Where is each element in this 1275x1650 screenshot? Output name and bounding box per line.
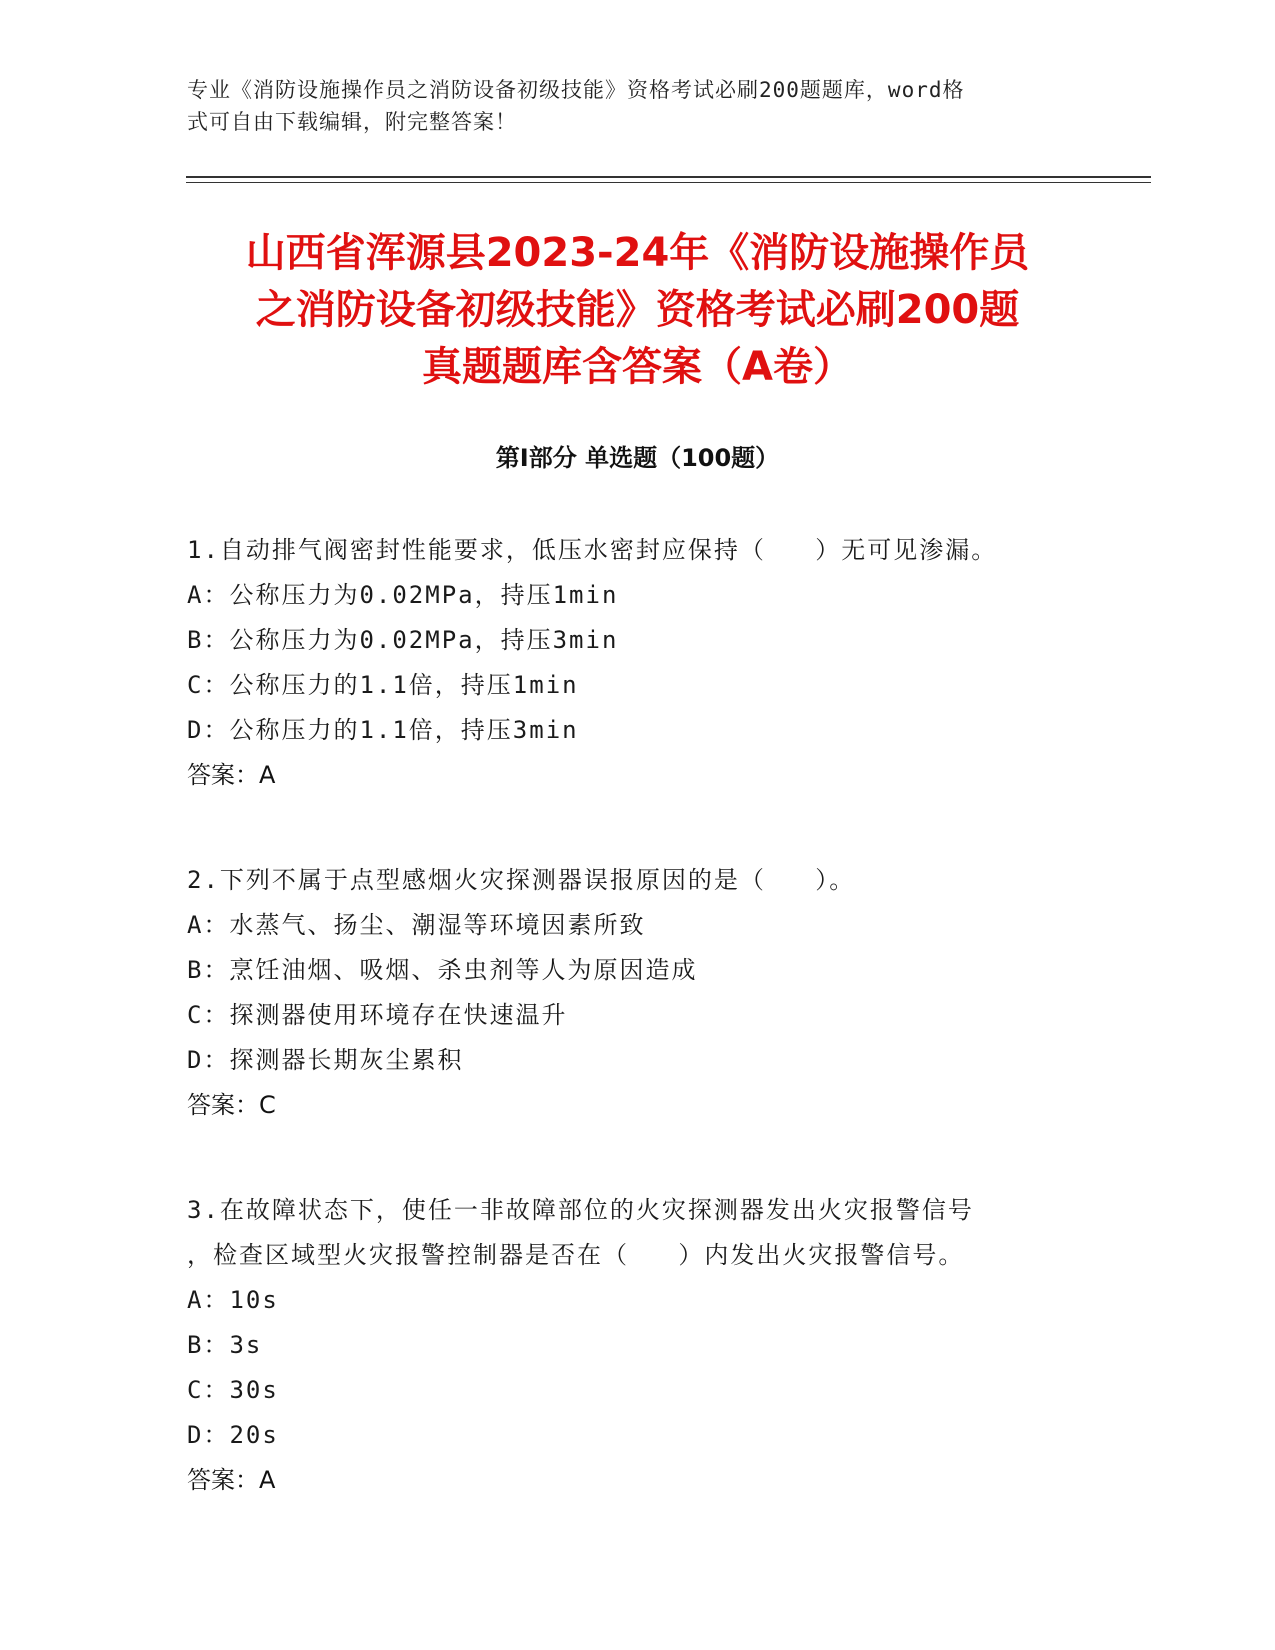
answer-line: 答案：C [187,1091,276,1119]
option-a: A：公称压力为0.02MPa，持压1min [187,581,619,609]
option-b: B：3s [187,1331,263,1359]
question-spacer [187,1128,1087,1188]
document-title [180,225,1095,396]
option-b: B：烹饪油烟、吸烟、杀虫剂等人为原因造成 [187,956,698,984]
question-1 [187,528,1087,798]
question-3 [187,1188,1087,1503]
option-a: A：10s [187,1286,279,1314]
question-list [187,528,1087,1503]
document-title-line-1: 山西省浑源县2023-24年《消防设施操作员 [245,230,1030,276]
document-title-line-2: 之消防设备初级技能》资格考试必刷200题 [255,287,1020,333]
option-d: D：20s [187,1421,279,1449]
question-stem: 2.下列不属于点型感烟火灾探测器误报原因的是（ ）。 [187,866,856,894]
header-note [187,74,1067,138]
question-stem-line-2: ，检查区域型火灾报警控制器是否在（ ）内发出火灾报警信号。 [187,1241,965,1269]
option-d: D：探测器长期灰尘累积 [187,1046,464,1074]
question-2 [187,858,1087,1128]
question-stem: 1.自动排气阀密封性能要求，低压水密封应保持（ ）无可见渗漏。 [187,536,998,564]
header-note-line-2: 式可自由下载编辑，附完整答案！ [187,110,517,134]
question-stem-line-1: 3.在故障状态下，使任一非故障部位的火灾探测器发出火灾报警信号 [187,1196,974,1224]
question-spacer [187,798,1087,858]
option-a: A：水蒸气、扬尘、潮湿等环境因素所致 [187,911,646,939]
answer-line: 答案：A [187,1466,276,1494]
option-c: C：公称压力的1.1倍，持压1min [187,671,579,699]
option-c: C：30s [187,1376,279,1404]
header-note-line-1: 专业《消防设施操作员之消防设备初级技能》资格考试必刷200题题库，word格 [187,78,965,102]
option-b: B：公称压力为0.02MPa，持压3min [187,626,619,654]
answer-line: 答案：A [187,761,276,789]
section-title: 第Ⅰ部分 单选题（100题） [495,444,780,472]
option-d: D：公称压力的1.1倍，持压3min [187,716,579,744]
header-divider-thick [186,176,1151,178]
option-c: C：探测器使用环境存在快速温升 [187,1001,568,1029]
header-divider-thin [186,182,1151,183]
document-title-line-3: 真题题库含答案（A卷） [422,344,853,390]
